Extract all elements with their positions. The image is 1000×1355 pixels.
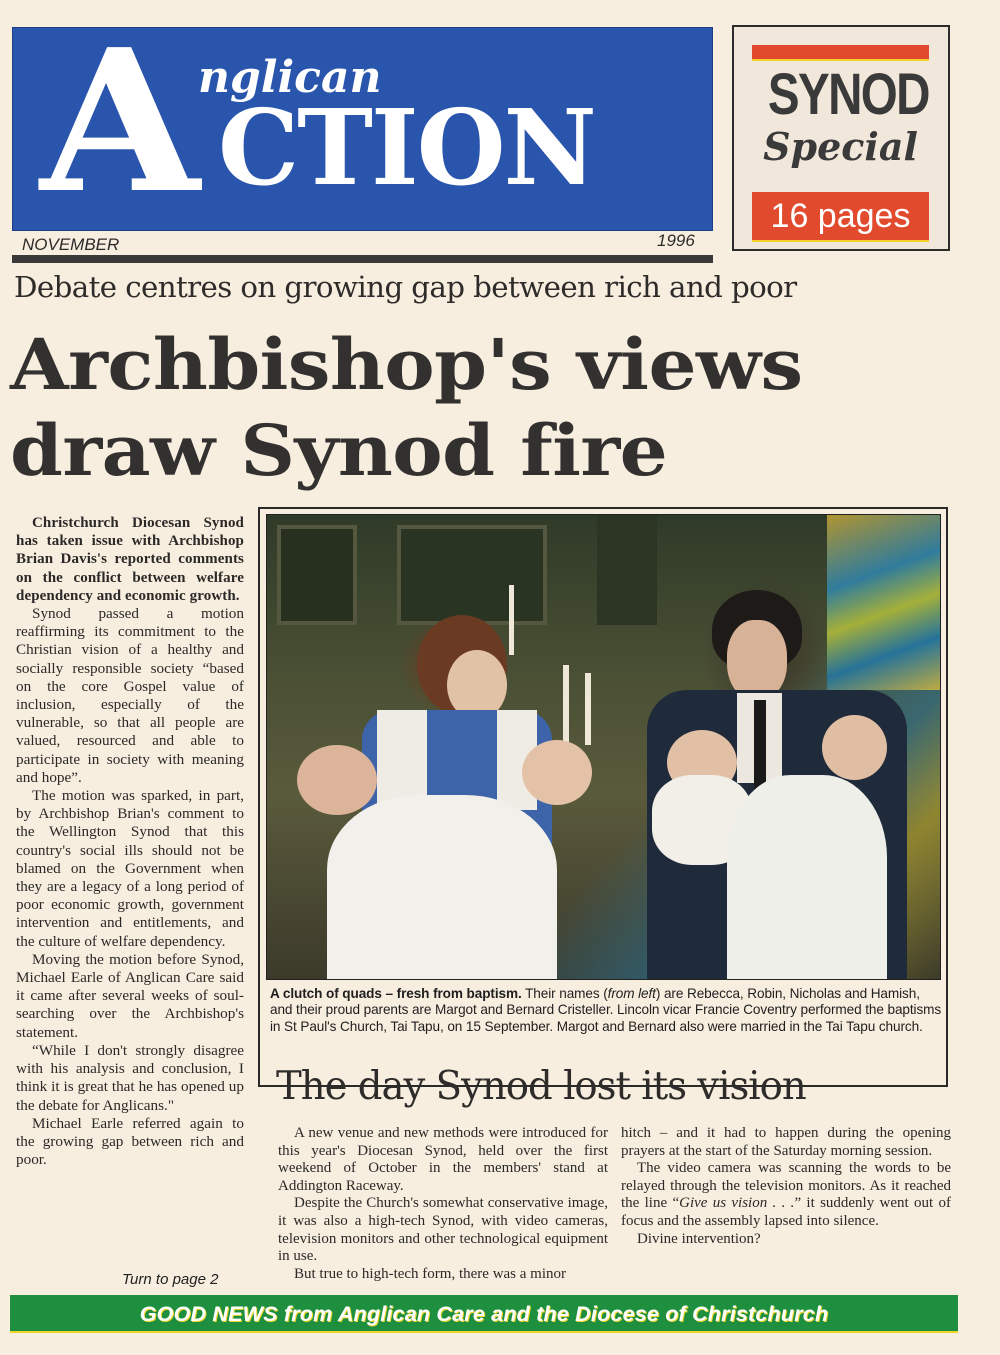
body-paragraph: Moving the motion before Synod, Michael Earle of Anglican Care said it came after several weeks of soul-searching over the Archbishop's statement. <box>16 950 244 1041</box>
baptism-photo <box>266 514 941 980</box>
caption-italic: from left <box>607 986 656 1001</box>
footer-banner: GOOD NEWS from Anglican Care and the Diocese of Christchurch <box>10 1295 958 1333</box>
special-box-subheading: Special <box>763 124 918 169</box>
lead-story-body <box>16 514 244 1169</box>
special-accent-bar <box>752 45 929 59</box>
masthead-title-top: nglican <box>198 52 382 103</box>
quoted-line: Give us vision . . . <box>679 1195 795 1212</box>
issue-year: 1996 <box>657 231 695 250</box>
second-story-column-2 <box>621 1125 951 1248</box>
page-count-badge: 16 pages <box>752 192 929 240</box>
body-paragraph <box>621 1160 951 1230</box>
body-paragraph: Michael Earle referred again to the growing gap between rich and poor. <box>16 1114 244 1169</box>
body-paragraph: Divine intervention? <box>637 1230 761 1247</box>
second-story-column-1 <box>278 1125 608 1283</box>
issue-month: NOVEMBER <box>22 235 120 254</box>
body-paragraph: “While I don't strongly disagree with his analysis and conclusion, I think it is great that he has opened up the debate for Anglicans." <box>16 1041 244 1114</box>
headline-line-1: Archbishop's views <box>10 323 803 406</box>
masthead-divider <box>12 255 713 263</box>
special-box-heading: SYNOD <box>767 62 929 127</box>
body-paragraph: Despite the Church's somewhat conservative image, it was also a high-tech Synod, with video cameras, television monitors and other technological equipment in use. <box>278 1195 608 1265</box>
second-story-headline: The day Synod lost its vision <box>276 1064 806 1109</box>
body-paragraph: A new venue and new methods were introduced for this year's Diocesan Synod, held over the first weekend of October in the members' stand at Addington Raceway. <box>278 1125 608 1194</box>
body-paragraph: hitch – and it had to happen during the opening prayers at the start of the Saturday morning session. <box>621 1125 951 1159</box>
body-paragraph: The motion was sparked, in part, by Archbishop Brian's comment to the Wellington Synod that this country's social ills should not be blamed on the Government when they are a legacy of a long period of poor economic growth, government intervention and entitlements, and the culture of welfare dependency. <box>16 787 244 950</box>
headline-line-2: draw Synod fire <box>10 409 668 492</box>
body-paragraph: Synod passed a motion reaffirming its commitment to the Christian vision of a healthy and socially responsible society “based on the core Gospel value of inclusion, especially of the vulnerable, so that all people are valued, resourced and able to participate in society with meaning and hope”. <box>16 605 244 786</box>
photo-caption <box>270 986 942 1035</box>
caption-text: Their names ( <box>521 986 608 1001</box>
lead-paragraph: Christchurch Diocesan Synod has taken issue with Archbishop Brian Davis's reported comments on the conflict between welfare dependency and economic growth. <box>16 515 244 604</box>
masthead-title-bottom: CTION <box>218 86 595 209</box>
paragraph-text: ” it suddenly went out of focus and the assembly lapsed into silence. <box>621 1195 951 1229</box>
lead-story-kicker: Debate centres on growing gap between rich and poor <box>14 270 797 304</box>
paragraph-text: The video camera was scanning the words to be relayed through the television monitors. As it reached the line “ <box>621 1160 951 1212</box>
body-paragraph: But true to high-tech form, there was a minor <box>294 1265 567 1282</box>
caption-text: ) are Rebecca, Robin, Nicholas and Hamish, and their proud parents are Margot and Bernard Cristeller. Lincoln vicar Francie Coventry performed the baptisms in St Paul's Church, Tai Tapu, on 15 September. Margot and Bernard also were married in the Tai Tapu church. <box>270 986 942 1034</box>
lead-story-headline <box>10 322 803 494</box>
continuation-link: Turn to page 2 <box>122 1271 219 1288</box>
masthead-title-initial: A <box>40 7 200 237</box>
caption-lead: A clutch of quads – fresh from baptism. <box>270 986 522 1001</box>
